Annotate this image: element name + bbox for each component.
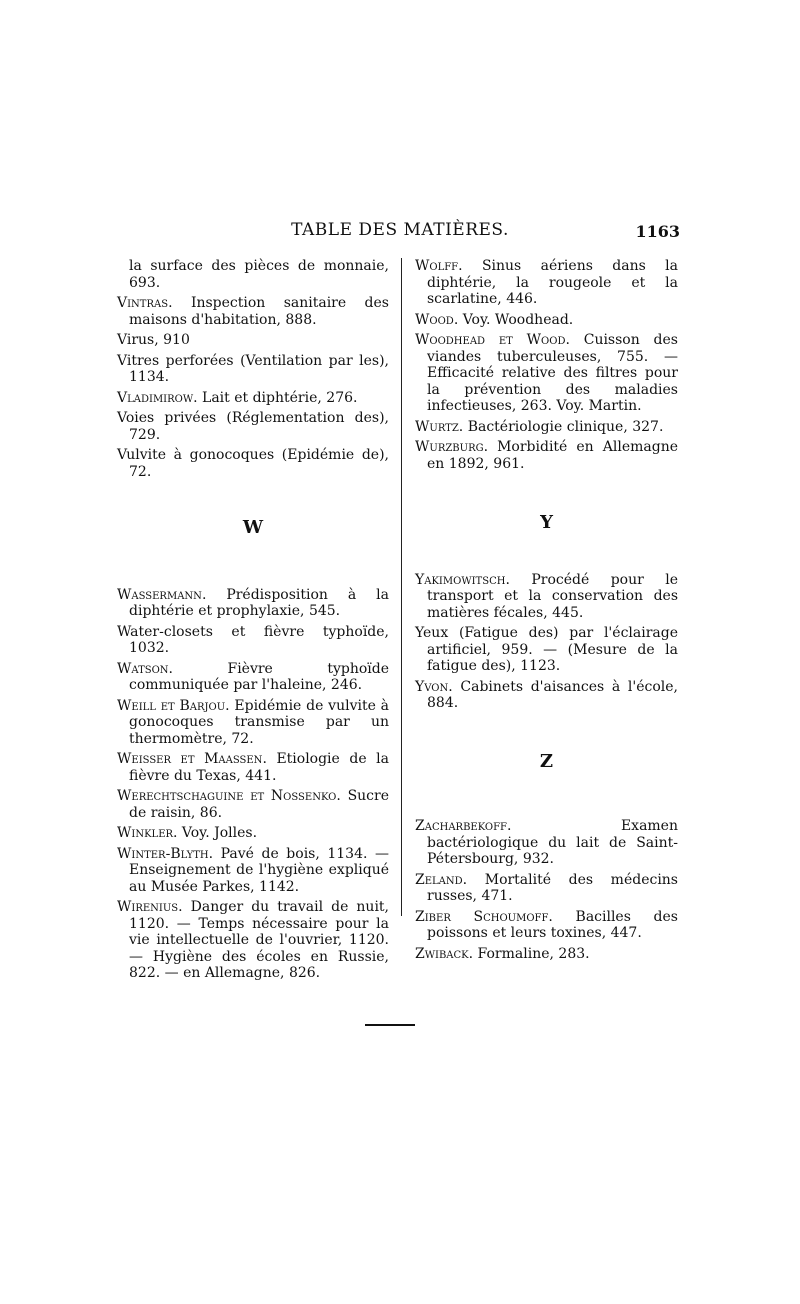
entry-text: . Morbidité en Allemagne en 1892, 961. <box>427 439 678 472</box>
entry-text: . Voy. Woodhead. <box>453 311 574 328</box>
index-entry <box>117 353 389 386</box>
entry-text: . Sinus aériens dans la diphtérie, la rougeole et la scarlatine, 446. <box>427 258 678 307</box>
entry-text: . Cuisson des viandes tuberculeuses, 755. — Efficacité relative des filtres pour la prévention des maladies infectieuses, 263. Voy. Martin. <box>427 332 678 414</box>
index-entry <box>415 258 678 308</box>
index-entry <box>117 624 389 657</box>
section-letter-y: Y <box>540 512 553 533</box>
entry-name: Wolff <box>415 258 459 274</box>
index-entry <box>415 909 678 942</box>
index-entry <box>117 295 389 328</box>
entry-text: . Procédé pour le transport et la conservation des matières fécales, 445. <box>427 571 678 621</box>
entry-name: Vladimirow <box>117 389 194 406</box>
entry-text: Vitres perforées (Ventilation par les), 1134. <box>117 352 389 385</box>
entry-name: Watson <box>117 660 169 677</box>
entry-name: Wurtz <box>415 418 459 435</box>
index-entry <box>117 390 389 407</box>
index-entry <box>117 587 389 620</box>
index-entry <box>117 899 389 982</box>
entry-name: Zeland <box>415 871 463 888</box>
footer-rule <box>365 1024 415 1026</box>
entry-name: Zacharbekoff <box>415 818 507 834</box>
entry-text: . Cabinets d'aisances à l'école, 884. <box>427 678 678 711</box>
column-divider <box>401 258 402 916</box>
index-entry <box>415 818 678 868</box>
entry-name: Wurzburg <box>415 439 484 455</box>
index-entry <box>117 846 389 896</box>
index-entry <box>415 572 678 622</box>
index-entry <box>415 625 678 675</box>
entry-text: . Pavé de bois, 1134. — Enseignement de l'hygiène expliqué au Musée Parkes, 1142. <box>129 845 389 895</box>
entry-text: . Lait et diphtérie, 276. <box>193 389 358 406</box>
index-entry <box>415 679 678 712</box>
entry-name: Yvon <box>415 678 449 695</box>
entry-text: Vulvite à gonocoques (Epidémie de), 72. <box>117 447 389 480</box>
entry-text: . Bacilles des poissons et leurs toxines, 447. <box>427 908 678 941</box>
left-column <box>117 258 389 986</box>
continuation-entry: la surface des pièces de monnaie, 693. <box>129 258 389 291</box>
index-entry <box>117 751 389 784</box>
entry-text: . Danger du travail de nuit, 1120. — Temps nécessaire pour la vie intellectuelle de l'ouvrier, 1120. — Hygiène des écoles en Russie, 822. — en Allemagne, 826. <box>129 899 389 981</box>
index-entry <box>117 698 389 748</box>
entry-text: Voies privées (Réglementation des), 729. <box>117 410 389 443</box>
entry-name: Werechtschaguine et Nossenko <box>117 788 337 804</box>
entry-name: Winter-Blyth <box>117 845 209 862</box>
entry-text: . Bactériologie clinique, 327. <box>458 418 664 435</box>
entry-text: . Inspection sanitaire des maisons d'habitation, 888. <box>129 295 389 328</box>
entry-name: Weill et Barjou <box>117 697 226 714</box>
entry-name: Weisser et Maassen <box>117 751 263 767</box>
right-column <box>415 258 678 966</box>
section-letter-z: Z <box>539 750 554 772</box>
entry-text: . Epidémie de vulvite à gonocoques transmise par un thermomètre, 72. <box>129 697 390 747</box>
entry-text: Virus, 910 <box>117 332 190 348</box>
entry-text: . Voy. Jolles. <box>173 825 258 841</box>
entry-text: . Fièvre typhoïde communiquée par l'haleine, 246. <box>129 660 389 693</box>
entry-text: . Formaline, 283. <box>468 945 590 962</box>
entry-text: Yeux (Fatigue des) par l'éclairage artificiel, 959. — (Mesure de la fatigue des), 1123. <box>415 625 678 674</box>
index-entry <box>117 825 389 842</box>
section-letter-w: W <box>242 517 264 538</box>
index-entry <box>117 447 389 480</box>
entry-text: . Prédisposition à la diphtérie et prophylaxie, 545. <box>129 586 389 619</box>
entry-name: Wirenius <box>117 899 179 915</box>
index-entry <box>415 946 678 963</box>
page-number: 1163 <box>635 222 680 241</box>
entry-text: . Examen bactériologique du lait de Saint-Pétersbourg, 932. <box>427 818 678 867</box>
entry-text: . Mortalité des médecins russes, 471. <box>427 871 678 904</box>
index-entry <box>117 332 389 349</box>
entry-name: Wood <box>415 311 454 328</box>
index-entry <box>415 439 678 472</box>
entry-text: . Etiologie de la fièvre du Texas, 441. <box>129 751 390 784</box>
index-entry <box>415 312 678 329</box>
index-entry <box>117 661 389 694</box>
entry-name: Ziber Schoumoff <box>415 908 549 925</box>
entry-name: Woodhead et Wood <box>415 332 566 348</box>
entry-text: Water-closets et fièvre typhoïde, 1032. <box>117 623 389 656</box>
entry-name: Yakimowitsch <box>415 571 506 588</box>
entry-name: Wassermann <box>117 586 202 603</box>
index-entry <box>117 410 389 443</box>
index-entry <box>117 788 389 821</box>
entry-name: Vintras <box>117 295 169 311</box>
index-entry <box>415 419 678 436</box>
entry-name: Zwiback <box>415 945 469 962</box>
entry-name: Winkler <box>117 825 174 841</box>
page-header-title: TABLE DES MATIÈRES. <box>291 220 509 240</box>
index-entry <box>415 872 678 905</box>
entry-text: . Sucre de raisin, 86. <box>129 788 390 821</box>
index-entry <box>415 332 678 415</box>
